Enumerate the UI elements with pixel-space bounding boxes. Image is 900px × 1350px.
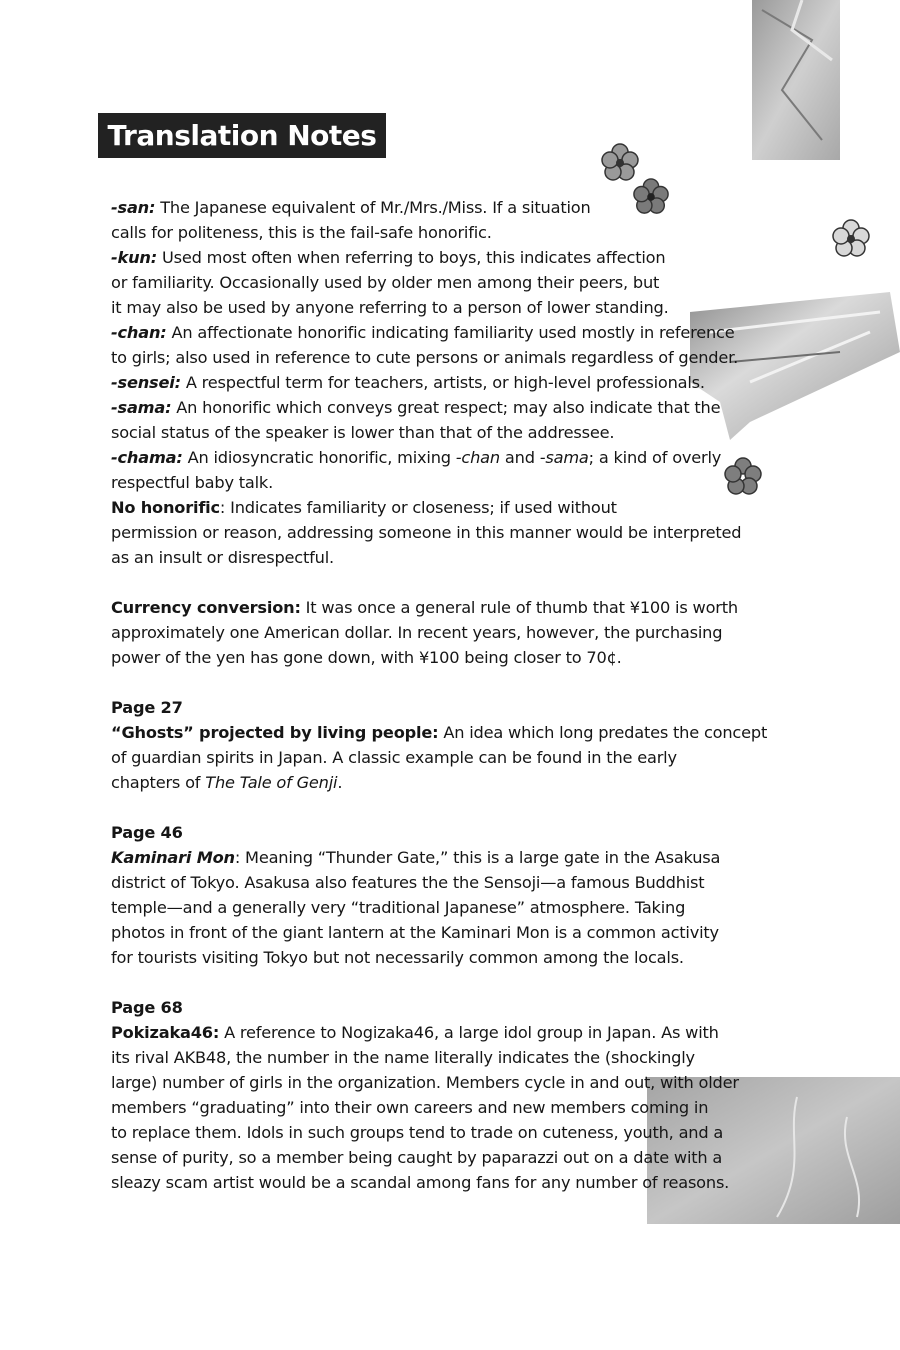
term: -sensei: <box>111 373 181 392</box>
inline-term: -sama <box>539 448 589 467</box>
definition-line: district of Tokyo. Asakusa also features the the Sensoji—a famous Buddhist <box>111 873 705 892</box>
page-heading: Page 27 <box>111 698 183 717</box>
definition: ; a kind of overly <box>588 448 722 467</box>
flower-icon <box>831 218 871 258</box>
term: “Ghosts” projected by living people: <box>111 723 439 742</box>
note-page-46 <box>111 845 781 870</box>
definition: . <box>337 773 343 792</box>
definition-line: sleazy scam artist would be a scandal among fans for any number of reasons. <box>111 1173 730 1192</box>
definition-line: or familiarity. Occasionally used by older men among their peers, but <box>111 273 660 292</box>
definition-line: it may also be used by anyone referring to a person of lower standing. <box>111 298 669 317</box>
book-title: The Tale of Genji <box>205 773 338 792</box>
flower-icon <box>600 142 640 182</box>
definition: and <box>504 448 535 467</box>
note-page-68 <box>111 1020 781 1045</box>
currency-note <box>111 595 781 620</box>
definition-line: social status of the speaker is lower than that of the addressee. <box>111 423 615 442</box>
definition-line: calls for politeness, this is the fail-safe honorific. <box>111 223 492 242</box>
definition-line: its rival AKB48, the number in the name literally indicates the (shockingly <box>111 1048 695 1067</box>
honorific-none <box>111 495 781 520</box>
definition-line: permission or reason, addressing someone in this manner would be interpreted <box>111 523 742 542</box>
definition: An affectionate honorific indicating familiarity used mostly in reference <box>171 323 735 342</box>
definition-line: approximately one American dollar. In recent years, however, the purchasing <box>111 623 723 642</box>
definition-line: respectful baby talk. <box>111 473 274 492</box>
definition-line: to girls; also used in reference to cute persons or animals regardless of gender. <box>111 348 739 367</box>
definition-line: temple—and a generally very “traditional Japanese” atmosphere. Taking <box>111 898 686 917</box>
term: Currency conversion: <box>111 598 301 617</box>
page-heading: Page 46 <box>111 823 183 842</box>
honorific-sama <box>111 395 781 420</box>
honorific-kun <box>111 245 781 270</box>
note-page-27 <box>111 720 781 745</box>
honorific-chan <box>111 320 781 345</box>
definition-line: to replace them. Idols in such groups tend to trade on cuteness, youth, and a <box>111 1123 724 1142</box>
term: Kaminari Mon <box>111 848 235 867</box>
page-title: Translation Notes <box>98 113 386 158</box>
honorific-chama <box>111 445 781 470</box>
term: Pokizaka46: <box>111 1023 220 1042</box>
notes-body <box>111 195 781 1195</box>
definition-line: photos in front of the giant lantern at the Kaminari Mon is a common activity <box>111 923 719 942</box>
honorific-sensei <box>111 370 781 395</box>
definition: Used most often when referring to boys, this indicates affection <box>161 248 666 267</box>
definition: : Meaning “Thunder Gate,” this is a large gate in the Asakusa <box>234 848 721 867</box>
definition: An idiosyncratic honorific, mixing <box>187 448 451 467</box>
definition: It was once a general rule of thumb that ¥100 is worth <box>305 598 738 617</box>
tape-strip-image <box>752 0 840 160</box>
term: -chama: <box>111 448 183 467</box>
definition-line: as an insult or disrespectful. <box>111 548 334 567</box>
term: No honorific <box>111 498 220 517</box>
definition: An honorific which conveys great respect; may also indicate that the <box>176 398 721 417</box>
definition: A respectful term for teachers, artists, or high-level professionals. <box>185 373 705 392</box>
definition-line: sense of purity, so a member being caught by paparazzi out on a date with a <box>111 1148 723 1167</box>
definition-line: of guardian spirits in Japan. A classic example can be found in the early <box>111 748 677 767</box>
term: -chan: <box>111 323 167 342</box>
definition: : Indicates familiarity or closeness; if used without <box>219 498 617 517</box>
inline-term: -chan <box>455 448 500 467</box>
definition-line: power of the yen has gone down, with ¥100 being closer to 70¢. <box>111 648 622 667</box>
definition-line: members “graduating” into their own careers and new members coming in <box>111 1098 709 1117</box>
definition: A reference to Nogizaka46, a large idol group in Japan. As with <box>224 1023 719 1042</box>
definition: chapters of <box>111 773 201 792</box>
page-heading: Page 68 <box>111 998 183 1017</box>
term: -sama: <box>111 398 172 417</box>
definition: The Japanese equivalent of Mr./Mrs./Miss. If a situation <box>160 198 591 217</box>
definition: An idea which long predates the concept <box>443 723 768 742</box>
definition-line <box>111 770 781 795</box>
definition-line: for tourists visiting Tokyo but not necessarily common among the locals. <box>111 948 684 967</box>
term: -kun: <box>111 248 158 267</box>
honorific-san <box>111 195 781 220</box>
term: -san: <box>111 198 156 217</box>
definition-line: large) number of girls in the organization. Members cycle in and out, with older <box>111 1073 739 1092</box>
